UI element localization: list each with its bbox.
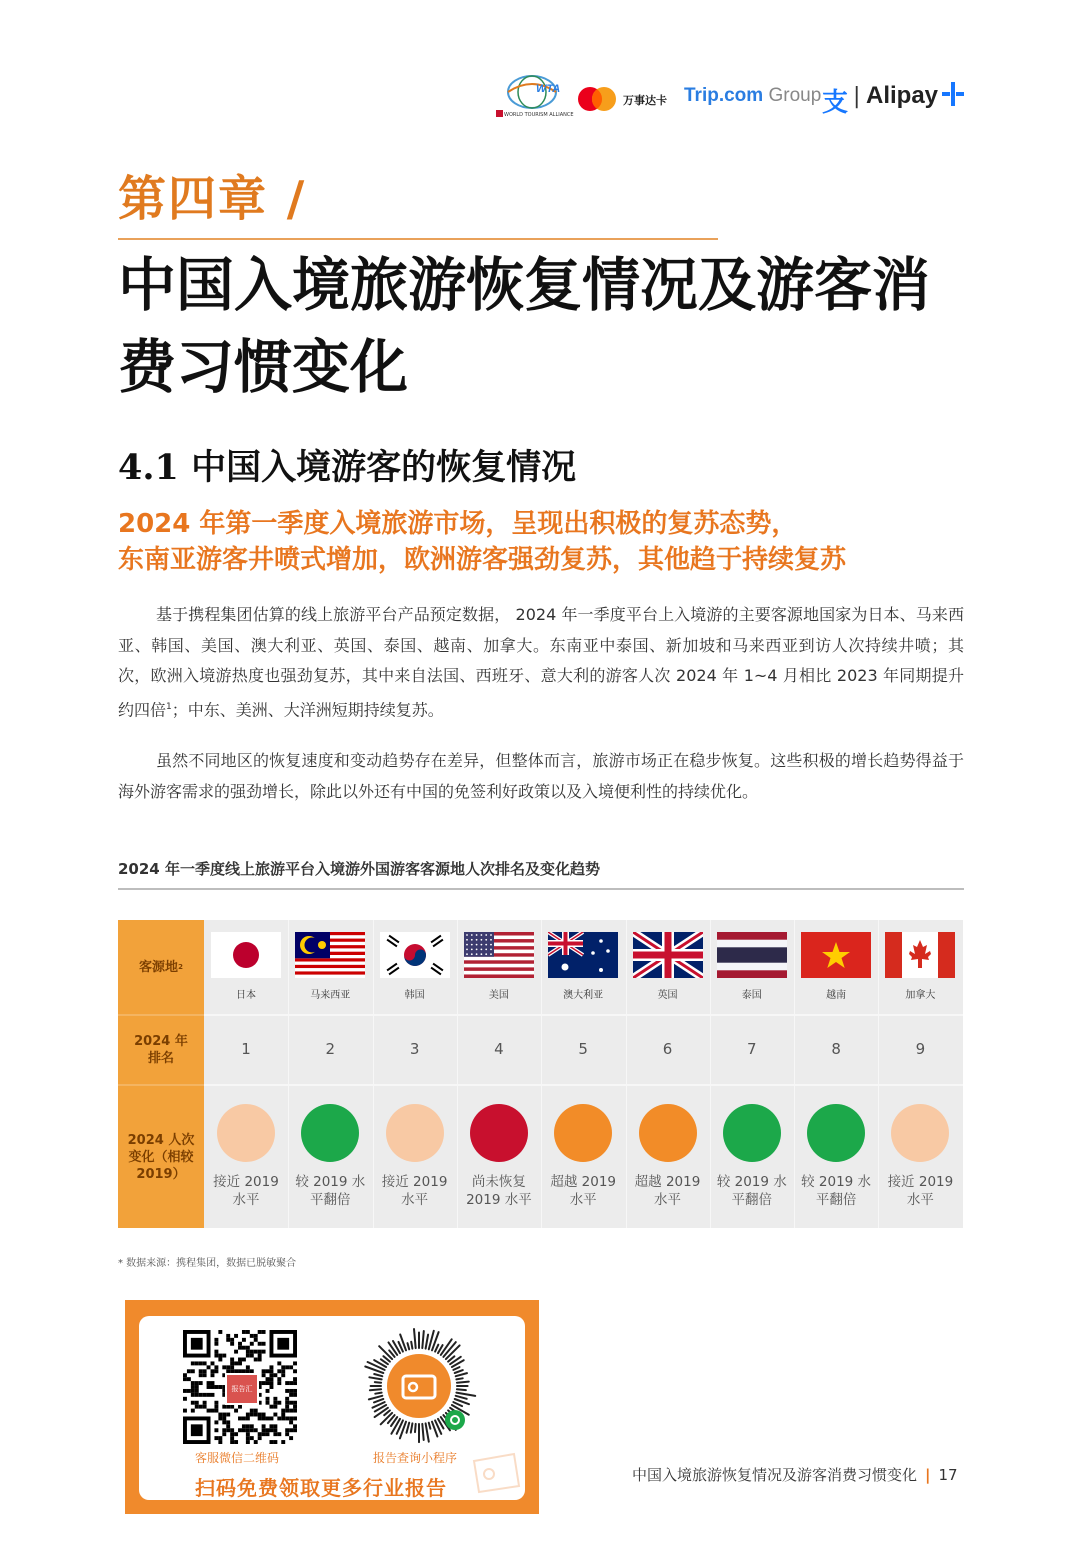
promo-banner[interactable]: [125, 1300, 539, 1514]
promo-card: [139, 1316, 525, 1500]
header-origin: [118, 920, 204, 1014]
chapter-label: 第四章 /: [118, 171, 307, 227]
change-indicator-dot: [807, 1104, 865, 1162]
change-indicator-dot: [470, 1104, 528, 1162]
country-column: [457, 920, 541, 1228]
footer-separator: |: [925, 1466, 931, 1484]
country-rank: 7: [747, 1040, 757, 1058]
change-status: 较 2019 水平翻倍: [295, 1174, 366, 1208]
headline-line-2: 东南亚游客井喷式增加，欧洲游客强劲复苏，其他趋于持续复苏: [118, 545, 847, 575]
chapter-rule: [118, 238, 718, 240]
header-change-label: 2024 人次变化（相较 2019）: [127, 1132, 195, 1182]
column-separator: [288, 920, 289, 1228]
column-separator: [373, 920, 374, 1228]
svg-text:WTA: WTA: [536, 83, 561, 95]
column-separator: [626, 920, 627, 1228]
country-name: 泰国: [741, 990, 762, 1001]
change-status: 较 2019 水平翻倍: [716, 1174, 787, 1208]
country-column: [794, 920, 878, 1228]
headline: [118, 506, 978, 578]
country-rank: 2: [325, 1040, 336, 1058]
country-column: [626, 920, 710, 1228]
country-column: [373, 920, 457, 1228]
column-separator: [457, 920, 458, 1228]
alipay-text: Alipay: [866, 82, 939, 109]
header-origin-label: 客源地: [139, 959, 179, 975]
change-status: 较 2019 水平翻倍: [801, 1174, 872, 1208]
qr-badge: 报告汇: [225, 1373, 259, 1405]
country-column: [541, 920, 625, 1228]
trip-group: Group: [768, 85, 822, 106]
australia-flag: [548, 932, 618, 978]
mastercard-logo: [575, 86, 619, 112]
country-name: 加拿大: [905, 990, 936, 1001]
partner-logos: [480, 70, 980, 130]
country-name: 马来西亚: [310, 990, 351, 1001]
change-status: 接近 2019 水平: [887, 1174, 954, 1208]
footer-title: 中国入境旅游恢复情况及游客消费习惯变化: [632, 1466, 918, 1484]
paragraph-1-text: 基于携程集团估算的线上旅游平台产品预定数据， 2024 年一季度平台上入境游的主要客源地国家为日本、马来西亚、韩国、美国、澳大利亚、英国、泰国、越南、加拿大。东南亚中泰国、新加坡和马来西亚到访人次持续井喷；其次，欧洲入境游热度也强劲复苏，其中来自法国、西班牙、意大利的游客人次 2024 年 1~4 月相比 2023 年同期提升约四倍: [118, 605, 964, 719]
canada-flag: [885, 932, 955, 978]
trip-logo: [684, 85, 821, 107]
paragraph-1-tail: ；中东、美洲、大洋洲短期持续复苏。: [171, 699, 444, 719]
caption-rule: [118, 888, 964, 890]
paragraph-2: 虽然不同地区的恢复速度和变动趋势存在差异，但整体而言，旅游市场正在稳步恢复。这些积极的增长趋势得益于海外游客需求的强劲增长，除此以外还有中国的免签利好政策以及入境便利性的持续优化。: [118, 751, 964, 801]
column-separator: [794, 920, 795, 1228]
wta-text: WORLD TOURISM ALLIANCE: [504, 112, 574, 118]
vietnam-flag: [801, 932, 871, 978]
country-rank: 3: [409, 1040, 420, 1058]
change-indicator-dot: [301, 1104, 359, 1162]
table-header-column: [118, 920, 204, 1228]
change-status: 接近 2019 水平: [381, 1174, 448, 1208]
japan-flag: [211, 932, 281, 978]
usa-flag: [464, 932, 534, 978]
ranking-table: [118, 920, 963, 1228]
data-source-note: * 数据来源：携程集团，数据已脱敏聚合: [118, 1258, 297, 1269]
uk-flag: [633, 932, 703, 978]
country-name: 越南: [826, 990, 847, 1001]
header-rank-label: 2024 年排名: [134, 1034, 188, 1066]
column-separator: [878, 920, 879, 1228]
country-column: [288, 920, 372, 1228]
page-title: 中国入境旅游恢复情况及游客消费习惯变化: [118, 251, 931, 401]
paragraph-1: [118, 600, 964, 725]
promo-cta[interactable]: 扫码免费领取更多行业报告: [195, 1476, 447, 1500]
section-title: 4.1 中国入境游客的恢复情况: [118, 447, 577, 488]
alipay-plus-icon: [942, 80, 964, 108]
change-indicator-dot: [554, 1104, 612, 1162]
country-name: 美国: [488, 990, 509, 1001]
change-status: 接近 2019 水平: [213, 1174, 279, 1208]
alipay-icon: 支: [822, 88, 849, 118]
thailand-flag: [717, 932, 787, 978]
country-name: 澳大利亚: [563, 990, 604, 1001]
malaysia-flag: [295, 932, 365, 978]
column-separator: [710, 920, 711, 1228]
change-indicator-dot: [386, 1104, 444, 1162]
country-column: [710, 920, 794, 1228]
country-rank: 8: [831, 1040, 841, 1058]
country-name: 韩国: [404, 990, 425, 1001]
footnote-ref: 1: [166, 701, 172, 712]
mini-program-label: 报告查询小程序: [373, 1451, 458, 1465]
change-indicator-dot: [217, 1104, 275, 1162]
headline-line-1: 2024 年第一季度入境旅游市场，呈现出积极的复苏态势，: [118, 509, 798, 539]
header-rank: [118, 1016, 204, 1084]
table-caption: 2024 年一季度线上旅游平台入境游外国游客客源地人次排名及变化趋势: [118, 860, 600, 878]
wechat-qr-label: 客服微信二维码: [195, 1451, 280, 1465]
alipay-separator: |: [853, 84, 861, 109]
country-rank: 4: [494, 1040, 504, 1058]
change-status: 尚未恢复 2019 水平: [466, 1174, 532, 1208]
change-status: 超越 2019 水平: [550, 1174, 617, 1208]
country-rank: 6: [662, 1040, 673, 1058]
country-rank: 9: [915, 1040, 926, 1058]
change-indicator-dot: [639, 1104, 697, 1162]
header-change: [118, 1086, 204, 1228]
cup-icon: [469, 1446, 529, 1496]
country-column: [878, 920, 962, 1228]
country-name: 日本: [236, 990, 256, 1001]
mastercard-text: 万事达卡: [623, 94, 667, 107]
change-indicator-dot: [891, 1104, 949, 1162]
country-rank: 5: [578, 1040, 588, 1058]
header-origin-sup: 2: [178, 962, 183, 971]
page-footer: [632, 1464, 958, 1485]
country-name: 英国: [657, 990, 678, 1001]
korea-flag: [380, 932, 450, 978]
change-indicator-dot: [723, 1104, 781, 1162]
country-column: [204, 920, 288, 1228]
country-rank: 1: [241, 1040, 251, 1058]
column-separator: [541, 920, 542, 1228]
trip-main: Trip.com: [684, 85, 764, 106]
change-status: 超越 2019 水平: [634, 1174, 701, 1208]
mini-program-code[interactable]: [357, 1324, 481, 1448]
page-number: 17: [938, 1466, 958, 1484]
